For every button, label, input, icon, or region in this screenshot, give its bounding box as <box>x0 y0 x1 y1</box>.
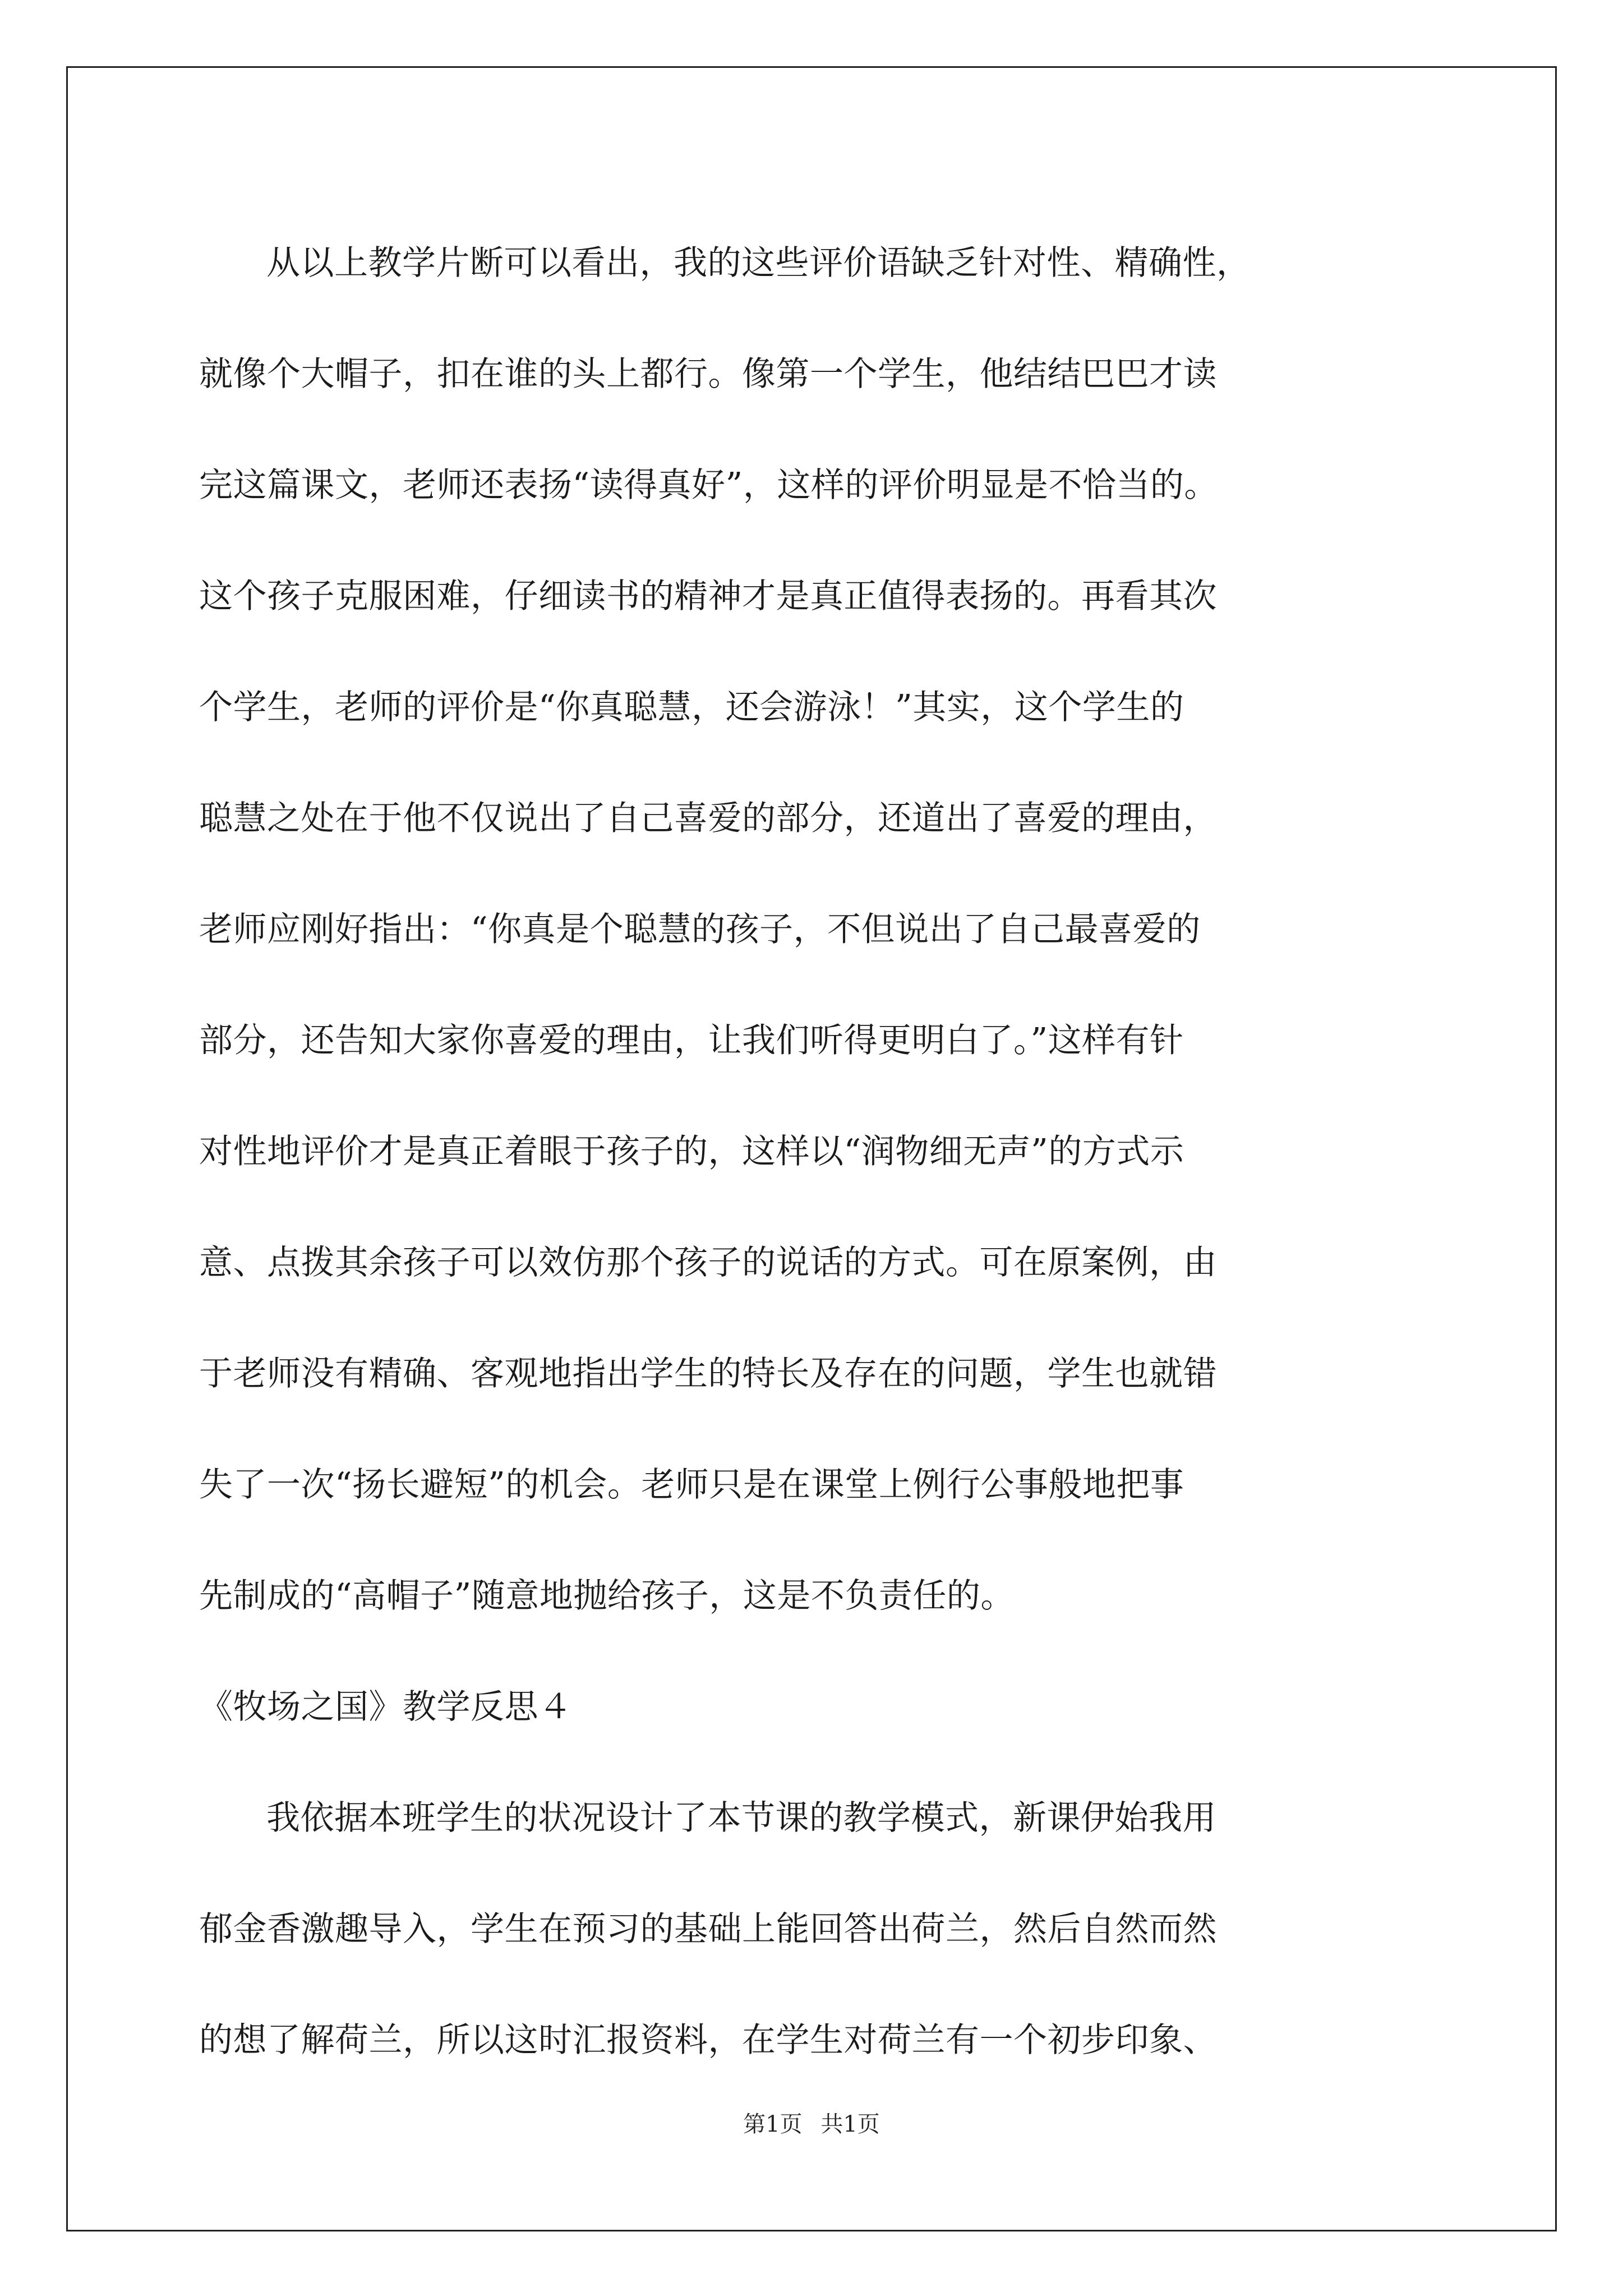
paragraph-line: 完这篇课文，老师还表扬“读得真好”，这样的评价明显是不恰当的。 <box>199 466 1218 505</box>
paragraph-line: 老师应刚好指出：“你真是个聪慧的孩子，不但说出了自己最喜爱的 <box>199 910 1201 949</box>
paragraph-line: 从以上教学片断可以看出，我的这些评价语缺乏针对性、精确性， <box>266 243 1251 283</box>
paragraph-line: 先制成的“高帽子”随意地抛给孩子，这是不负责任的。 <box>199 1576 1015 1616</box>
page-total: 共1页 <box>820 2111 880 2137</box>
paragraph-line: 这个孩子克服困难，仔细读书的精神才是真正值得表扬的。再看其次 <box>199 577 1217 616</box>
page-footer <box>0 2106 1623 2138</box>
paragraph-line: 我依据本班学生的状况设计了本节课的教学模式，新课伊始我用 <box>266 1798 1216 1838</box>
paragraph-line: 郁金香激趣导入，学生在预习的基础上能回答出荷兰，然后自然而然 <box>199 1910 1217 1949</box>
paragraph-line: 于老师没有精确、客观地指出学生的特长及存在的问题，学生也就错 <box>199 1354 1217 1393</box>
paragraph-line: 意、点拨其余孩子可以效仿那个孩子的说话的方式。可在原案例，由 <box>199 1243 1217 1282</box>
paragraph-line: 聪慧之处在于他不仅说出了自己喜爱的部分，还道出了喜爱的理由， <box>199 799 1217 838</box>
paragraph-line: 个学生，老师的评价是“你真聪慧，还会游泳！”其实，这个学生的 <box>199 688 1184 727</box>
paragraph-line: 的想了解荷兰，所以这时汇报资料，在学生对荷兰有一个初步印象、 <box>199 2021 1217 2060</box>
page-number: 第1页 <box>743 2111 803 2137</box>
paragraph-line: 部分，还告知大家你喜爱的理由，让我们听得更明白了。”这样有针 <box>199 1021 1184 1060</box>
document-body <box>199 208 1433 2096</box>
paragraph-line: 就像个大帽子，扣在谁的头上都行。像第一个学生，他结结巴巴才读 <box>199 355 1217 394</box>
paragraph-line: 对性地评价才是真正着眼于孩子的，这样以“润物细无声”的方式示 <box>199 1132 1184 1171</box>
section-heading: 《牧场之国》教学反思４ <box>199 1687 573 1727</box>
paragraph-line: 失了一次“扬长避短”的机会。老师只是在课堂上例行公事般地把事 <box>199 1465 1184 1504</box>
